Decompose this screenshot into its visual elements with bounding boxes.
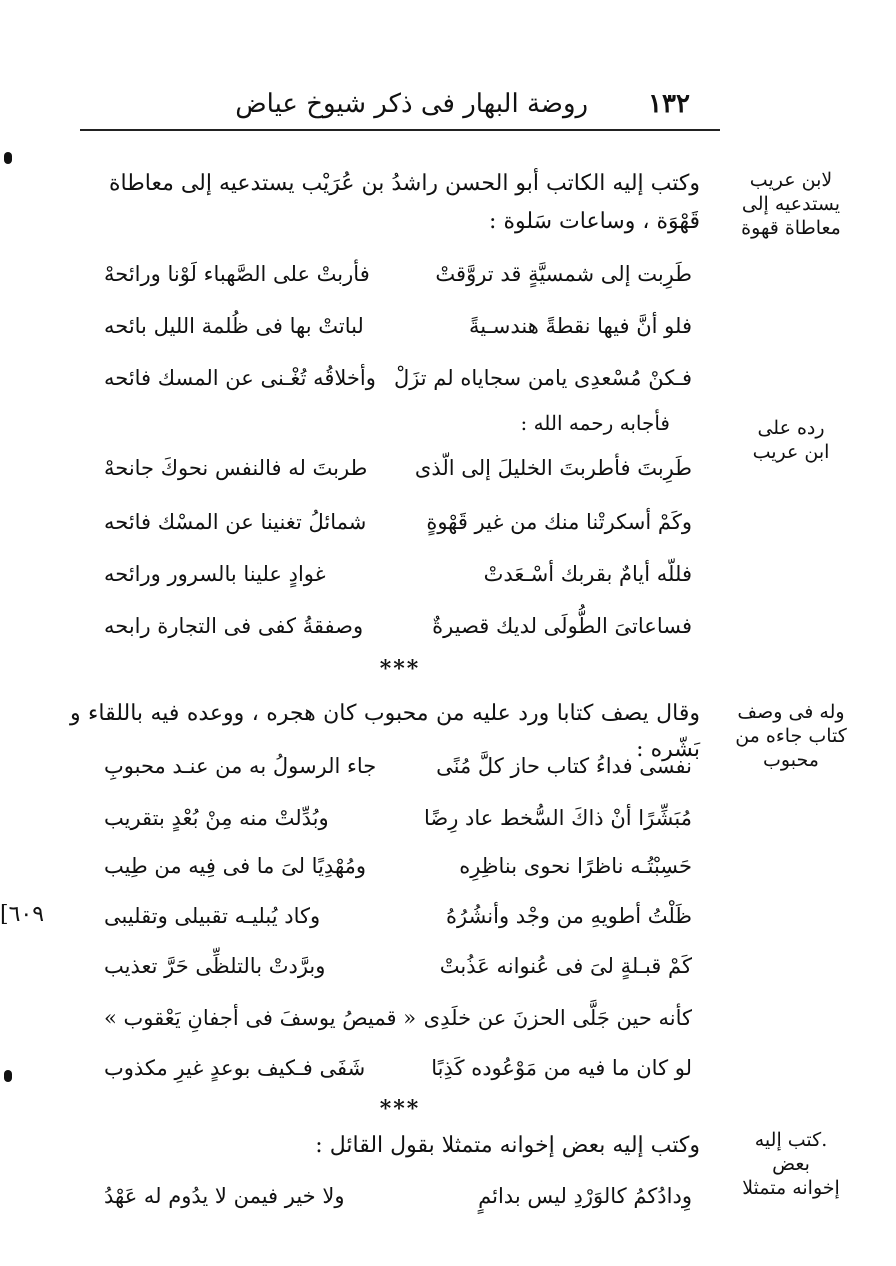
section-intro: وكتب إليه بعض إخوانه متمثلا بقول القائل : <box>315 1133 700 1158</box>
verse-line <box>100 746 692 786</box>
verse-second-hemistich: لباتتْ بها فى ظُلمة الليل بائحه <box>104 314 364 338</box>
verse-line <box>100 1048 692 1088</box>
verse-first-hemistich: كأنه حين جَلَّى الحزنَ عن خلَدِى <box>423 1006 692 1030</box>
verse-line <box>100 946 692 986</box>
section-intro-continued: قَهْوَة ، وساعات سَلوة : <box>489 209 700 234</box>
verse-first-hemistich: وكَمْ أسكرتْنا منك من غير قَهْوةٍ <box>426 510 692 534</box>
section-intro: وقال يصف كتابا ورد عليه من محبوب كان هجره ، ووعده فيه باللقاء و بَشّره : <box>70 701 700 762</box>
section-divider: *** <box>379 656 421 682</box>
verse-first-hemistich: ظَلْتُ أطويهِ من وجْد وأنشُرُهُ <box>445 904 692 928</box>
section-divider: *** <box>379 1096 421 1122</box>
verse-first-hemistich: كَمْ قبـلةٍ لىَ فى عُنوانه عَذُبتْ <box>439 954 692 978</box>
folio-marker: [٦٠٩ <box>0 902 45 927</box>
verse-first-hemistich: فللّه أيامٌ بقربك أسْـعَدتْ <box>483 562 692 586</box>
verse-second-hemistich: وبرَّدتْ بالتلظِّى حَرَّ تعذيب <box>104 954 326 978</box>
verse-line <box>100 358 692 398</box>
verse-first-hemistich: مُبَشِّرًا أنْ ذاكَ السُّخط عاد رِضًا <box>424 806 692 830</box>
verse-line <box>100 798 692 838</box>
verse-line <box>100 998 692 1038</box>
verse-line <box>100 554 692 594</box>
verse-first-hemistich: فـكنْ مُسْعدِى يامن سجاياه لم تزَلْ <box>393 366 692 390</box>
verse-second-hemistich: غوادٍ علينا بالسرور ورائحه <box>104 562 326 586</box>
running-title: روضة البهار فى ذكر شيوخ عياض <box>235 89 589 119</box>
verse-first-hemistich: طَرِبت إلى شمسيَّةٍ قد تروَّقتْ <box>435 262 692 286</box>
verse-second-hemistich: فأربتْ على الصَّهباء لَوْنا ورائحهْ <box>104 262 370 286</box>
verse-second-hemistich: وأخلاقُه تُغْـنى عن المسك فائحه <box>104 366 376 390</box>
verse-second-hemistich: « قميصُ يوسفَ فى أجفانِ يَعْقوب » <box>104 1006 417 1030</box>
verse-second-hemistich: وبُدِّلتْ منه مِنْ بُعْدٍ بتقريب <box>104 806 329 830</box>
verse-second-hemistich: طربتَ له فالنفس نحوكَ جانحهْ <box>104 456 368 480</box>
verse-line <box>100 502 692 542</box>
verse-second-hemistich: ومُهْدِيًا لىَ ما فى فِيه من طِيب <box>104 854 367 878</box>
verse-first-hemistich: وِدادُكمُ كالوَرْدِ ليس بدائمٍ <box>478 1184 692 1208</box>
header-rule <box>80 129 720 131</box>
verse-second-hemistich: وصفقةُ كفى فى التجارة رابحه <box>104 614 364 638</box>
verse-second-hemistich: شمائلُ تغنينا عن المسْك فائحه <box>104 510 367 534</box>
verse-first-hemistich: لو كان ما فيه من مَوْعُوده كَذِبًا <box>431 1056 692 1080</box>
verse-first-hemistich: حَسِبْتُـه ناظرًا نحوى بناظِرِه <box>459 854 692 878</box>
margin-dot <box>4 152 12 164</box>
margin-note: رده على ابن عريب <box>752 417 830 463</box>
verse-first-hemistich: فساعاتىَ الطُّولَى لديك قصيرةٌ <box>432 614 692 638</box>
verse-second-hemistich: وكاد يُبليـه تقبيلى وتقليبى <box>104 904 321 928</box>
verse-second-hemistich: شَفَى فـكيف بوعدٍ غيرِ مكذوب <box>104 1056 366 1080</box>
verse-line <box>100 254 692 294</box>
verse-line <box>100 1176 692 1216</box>
verse-second-hemistich: ولا خير فيمن لا يدُوم له عَهْدُ <box>104 1184 345 1208</box>
verse-line <box>100 306 692 346</box>
reply-intro: فأجابه رحمه الله : <box>520 411 670 435</box>
verse-first-hemistich: نفسى فداءُ كتاب حاز كلَّ مُنًى <box>436 754 692 778</box>
verse-line <box>100 606 692 646</box>
page-number: ١٣٢ <box>648 89 690 119</box>
margin-note: وله فى وصف كتاب جاءه من محبوب <box>735 701 847 771</box>
margin-note: لابن عريب يستدعيه إلى معاطاة قهوة <box>741 169 841 239</box>
verse-second-hemistich: جاء الرسولُ به من عنـد محبوبِ <box>104 754 377 778</box>
margin-note: .كتب إليه بعض إخوانه متمثلا <box>742 1129 840 1199</box>
margin-dot <box>4 1070 12 1082</box>
verse-first-hemistich: طَرِبتَ فأطربتَ الخليلَ إلى الّذى <box>414 456 692 480</box>
section-intro: وكتب إليه الكاتب أبو الحسن راشدُ بن عُرَيْب يستدعيه إلى معاطاة <box>109 171 700 196</box>
verse-line <box>100 896 692 936</box>
verse-first-hemistich: فلو أنَّ فيها نقطةً هندسـيةً <box>469 314 692 338</box>
page-header <box>80 86 720 122</box>
verse-line <box>100 846 692 886</box>
verse-line <box>100 448 692 488</box>
